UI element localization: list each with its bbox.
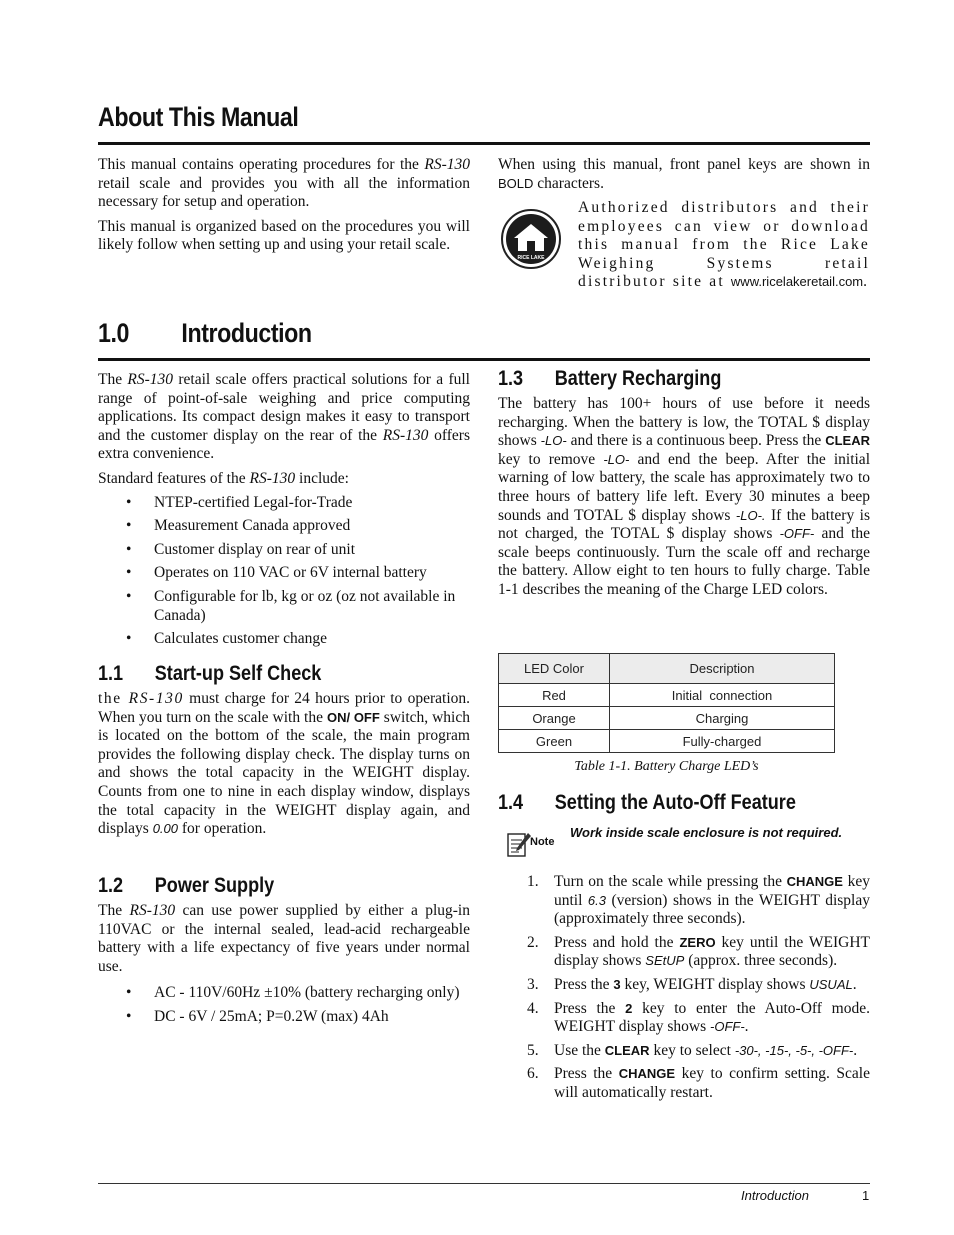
intro-paragraph-2: Standard features of the RS-130 include: [98, 469, 349, 487]
notepad-icon [506, 831, 532, 859]
page-number: 1 [862, 1188, 870, 1203]
list-item: 6. Press the CHANGE key to confirm setting. Scale will automatically restart. [527, 1065, 870, 1101]
heading-1-1: 1.1 Start-up Self Check [98, 662, 322, 685]
distributor-site-link[interactable]: www.ricelakeretail.com [730, 274, 864, 290]
led-table [498, 653, 835, 753]
list-item: • AC - 110V/60Hz ±10% (battery recharging only) [98, 984, 470, 1003]
about-paragraph-3: When using this manual, front panel keys are shown in BOLD characters. [498, 156, 870, 192]
list-item: • Measurement Canada approved [98, 517, 470, 536]
house-logo-icon [500, 208, 562, 270]
list-item: • Calculates customer change [98, 630, 470, 649]
about-paragraph-2: This manual is organized based on the procedures you will likely follow when setting up and using your retail scale. [98, 217, 470, 254]
table-cell: Red [499, 684, 610, 707]
table-cell: Charging [610, 707, 835, 730]
about-left-column [98, 156, 470, 261]
section-heading-introduction [98, 318, 312, 349]
intro-paragraph-1: The RS-130 retail scale offers practical solutions for a full range of point-of-sale weighing and price computing applications. Its compact design makes it easy to transport and the customer display on the rear of the RS-130 offers extra convenience. [98, 371, 470, 463]
list-item: 1. Turn on the scale while pressing the CHANGE key until 6.3 (version) shows in the WEIGHT display (approximately three seconds). [527, 873, 870, 928]
heading-1-4: 1.4 Setting the Auto-Off Feature [498, 791, 796, 814]
table-header-row [499, 654, 835, 684]
list-item: • Operates on 110 VAC or 6V internal battery [98, 564, 470, 583]
startup-paragraph: the RS-130 must charge for 24 hours prior to operation. When you turn on the scale with the ON/ OFF switch, which is located on the bottom of the scale, the main program provides the following display check. The display turns on and shows the total capacity in the WEIGHT display. Counts from one to nine in each display window, displays the total capacity in the WEIGHT display again, and displays 0.00 for operation. [98, 690, 470, 838]
steps-list [498, 873, 870, 1103]
column-header: Description [610, 654, 835, 684]
section-rule [98, 358, 870, 361]
power-list [98, 984, 470, 1026]
list-item: • Customer display on rear of unit [98, 541, 470, 560]
page-title-about [98, 102, 298, 133]
footer-rule [98, 1183, 870, 1184]
list-item: 2. Press and hold the ZERO key until the WEIGHT display shows SEtUP (approx. three seconds). [527, 933, 870, 970]
about-paragraph-1: This manual contains operating procedures for the RS-130 retail scale and provides you with all the information necessary for setup and operation. [98, 156, 470, 211]
section-title: Introduction [181, 318, 312, 348]
list-item: 3. Press the 3 key, WEIGHT display shows USUAL. [527, 975, 857, 993]
section-number: 1.0 [98, 318, 130, 348]
list-item: • Configurable for lb, kg or oz (oz not available in Canada) [98, 588, 470, 625]
list-item: • DC - 6V / 25mA; P=0.2W (max) 4Ah [98, 1008, 470, 1027]
power-supply-text [98, 902, 470, 1032]
svg-text:RICE LAKE: RICE LAKE [517, 255, 545, 261]
list-item: 4. Press the 2 key to enter the Auto-Off mode. WEIGHT display shows -OFF-. [527, 999, 870, 1036]
heading-1-3: 1.3 Battery Recharging [498, 367, 722, 390]
about-right-column [498, 156, 870, 199]
note-icon [506, 831, 532, 864]
list-item: 5. Use the CLEAR key to select -30-, -15-, -5-, -OFF-. [527, 1041, 858, 1059]
about-title-text: About This Manual [98, 102, 299, 132]
battery-recharging-text [498, 395, 870, 606]
note-text: Work inside scale enclosure is not required. [570, 825, 843, 840]
table-row [499, 684, 835, 707]
table-row [499, 730, 835, 753]
table-cell: Green [499, 730, 610, 753]
table-cell: Initial connection [610, 684, 835, 707]
table-caption: Table 1-1. Battery Charge LED’s [574, 759, 759, 774]
footer-section-name: Introduction [741, 1188, 809, 1203]
power-paragraph: The RS-130 can use power supplied by either a plug-in 110VAC or the internal sealed, lead-acid rechargeable battery with a life expectancy of five years under normal use. [98, 902, 470, 975]
startup-self-check-text [98, 690, 470, 845]
auto-off-steps [498, 873, 870, 1108]
note-label: Note [530, 836, 555, 848]
column-header: LED Color [499, 654, 610, 684]
table-cell: Fully-charged [610, 730, 835, 753]
intro-left-column [98, 371, 470, 654]
rice-lake-logo [500, 208, 562, 270]
battery-paragraph: The battery has 100+ hours of use before it needs recharging. When the battery is low, the TOTAL $ display shows -LO- and there is a continuous beep. Press the CLEAR key to remove -LO- and end the beep. After the initial warning of low battery, the scale has approximately two to three hours of battery life left. Every 30 minutes a beep sounds and TOTAL $ display shows -LO-. If the battery is not charged, the TOTAL $ display shows -OFF- and the scale beeps continuously. Turn the scale off and recharge the battery. Allow eight to ten hours to fully charge. Table 1-1 describes the meaning of the Charge LED colors. [498, 395, 871, 598]
table-row [499, 707, 835, 730]
list-item: • NTEP-certified Legal-for-Trade [98, 494, 470, 513]
title-rule [98, 142, 870, 145]
features-list [98, 494, 470, 649]
about-paragraph-4: Authorized distributors and their employees can view or download this manual from the Rice Lake Weighing Systems retail distributor site at www.ricelakeretail.com. [578, 199, 870, 291]
heading-1-2: 1.2 Power Supply [98, 874, 275, 897]
table-cell: Orange [499, 707, 610, 730]
